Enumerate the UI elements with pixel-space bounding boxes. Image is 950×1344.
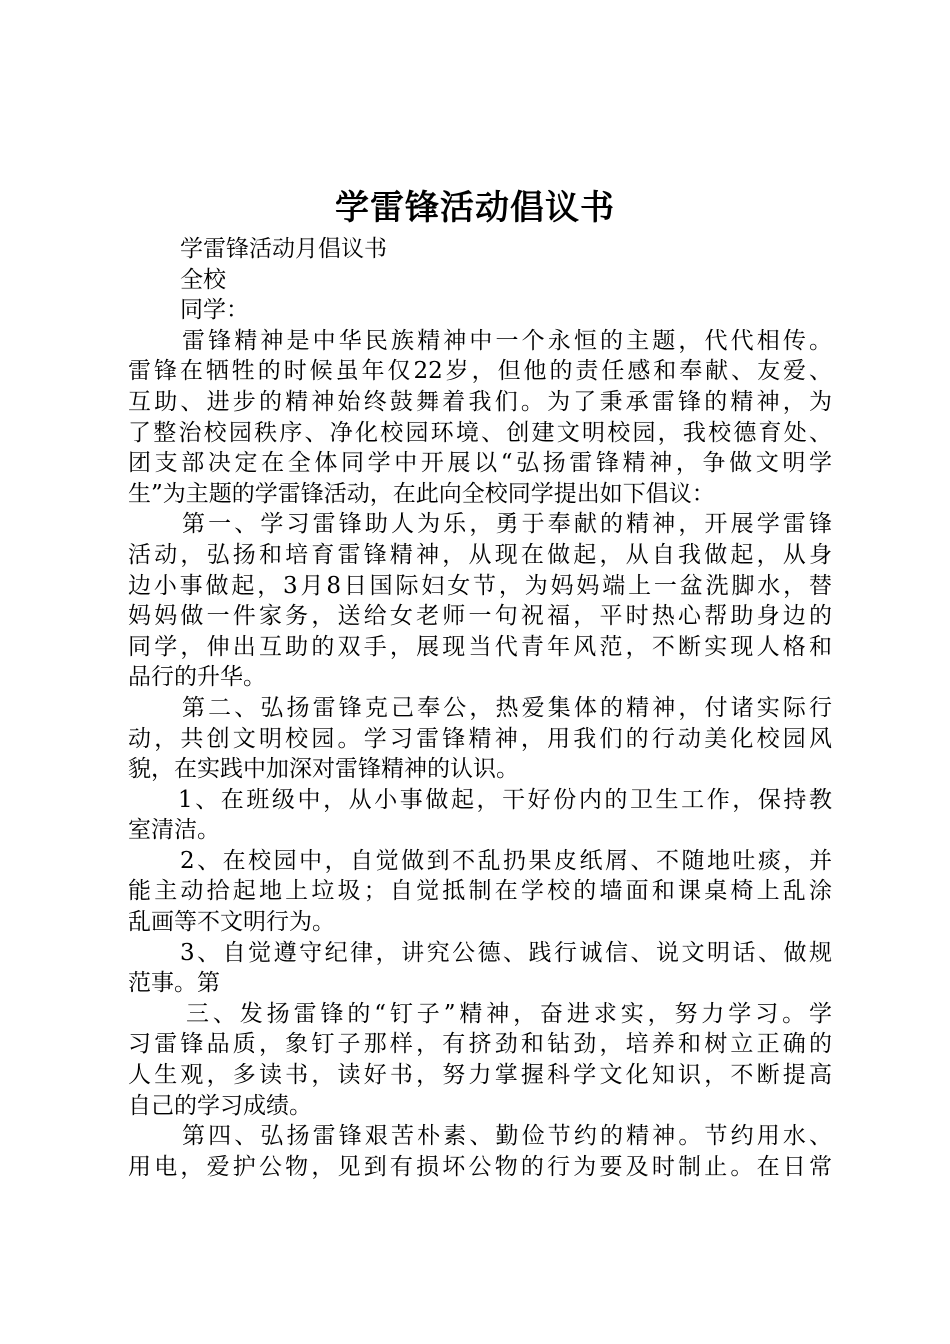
salutation-line: 同学： [180,297,249,324]
paragraph-line: 了整治校园秩序、净化校园环境、创建文明校园，我校德育处、 [128,419,832,446]
paragraph-line: 自己的学习成绩。 [128,1092,312,1119]
paragraph-line: 生”为主题的学雷锋活动，在此向全校同学提出如下倡议： [128,480,715,507]
subtitle-line: 学雷锋活动月倡议书 [180,236,387,262]
list-item-line: 能主动拾起地上垃圾；自觉抵制在学校的墙面和课桌椅上乱涂 [128,878,832,905]
paragraph-line: 妈妈做一件家务，送给女老师一句祝福，平时热心帮助身边的 [128,603,832,630]
list-item-line: 3、自觉遵守纪律，讲究公德、践行诚信、说文明话、做规 [180,939,832,966]
list-item-line: 乱画等不文明行为。 [128,909,335,936]
paragraph-line: 活动，弘扬和培育雷锋精神，从现在做起，从自我做起，从身 [128,541,832,568]
paragraph-line: 团支部决定在全体同学中开展以“弘扬雷锋精神，争做文明学 [128,450,832,477]
paragraph-line: 人生观，多读书，读好书，努力掌握科学文化知识，不断提高 [128,1062,832,1089]
list-item-line: 1、在班级中，从小事做起，干好份内的卫生工作，保持教 [178,786,832,813]
paragraph-line: 貌，在实践中加深对雷锋精神的认识。 [128,756,519,783]
paragraph-line: 品行的升华。 [128,664,266,691]
list-item-line: 2、在校园中，自觉做到不乱扔果皮纸屑、不随地吐痰，并 [180,847,832,874]
paragraph-line: 用电，爱护公物，见到有损坏公物的行为要及时制止。在日常 [128,1153,832,1180]
paragraph-line: 雷锋在牺牲的时候虽年仅22岁，但他的责任感和奉献、友爱、 [128,358,832,385]
list-item-line: 室清洁。 [128,817,220,844]
list-item-line: 范事。第 [128,970,220,997]
salutation-line: 全校 [180,266,226,293]
paragraph-line: 第四、弘扬雷锋艰苦朴素、勤俭节约的精神。节约用水、 [182,1123,832,1150]
document-body [128,234,832,1182]
paragraph-line: 互助、进步的精神始终鼓舞着我们。为了秉承雷锋的精神，为 [128,388,832,415]
paragraph-line: 动，共创文明校园。学习雷锋精神，用我们的行动美化校园风 [128,725,832,752]
paragraph-line: 习雷锋品质，象钉子那样，有挤劲和钻劲，培养和树立正确的 [128,1031,832,1058]
paragraph-line: 同学，伸出互助的双手，展现当代青年风范，不断实现人格和 [128,633,832,660]
paragraph-line: 三、发扬雷锋的“钉子”精神，奋进求实，努力学习。学 [186,1000,832,1027]
paragraph-line: 第一、学习雷锋助人为乐，勇于奉献的精神，开展学雷锋 [182,511,832,538]
document-title: 学雷锋活动倡议书 [335,188,615,228]
paragraph-line: 雷锋精神是中华民族精神中一个永恒的主题，代代相传。 [182,327,832,354]
paragraph-line: 第二、弘扬雷锋克己奉公，热爱集体的精神，付诸实际行 [182,694,832,721]
paragraph-line: 边小事做起，3月8日国际妇女节，为妈妈端上一盆洗脚水，替 [128,572,832,599]
